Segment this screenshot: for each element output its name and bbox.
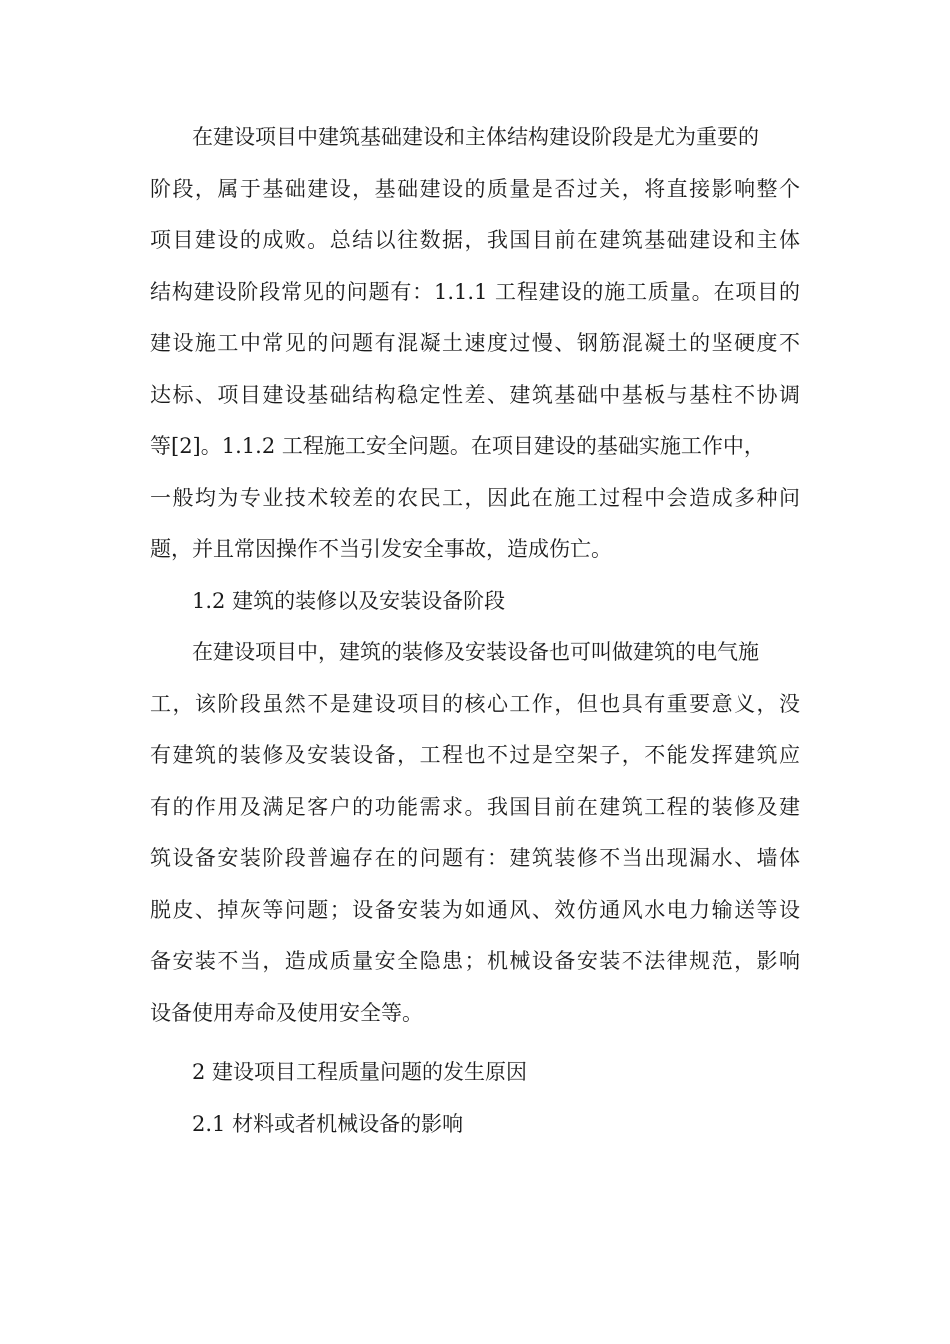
text-line: 建设施工中常见的问题有混凝土速度过慢、钢筋混凝土的坚硬度不	[150, 331, 800, 355]
text-line: 一般均为专业技术较差的农民工，因此在施工过程中会造成多种问	[150, 485, 800, 510]
text-line: 工，该阶段虽然不是建设项目的核心工作，但也具有重要意义，没	[150, 691, 800, 716]
section-heading-2-1: 2.1 材料或者机械设备的影响	[192, 1111, 464, 1136]
paragraph-foundation-stage	[150, 112, 800, 576]
text-line: 脱皮、掉灰等问题；设备安装为如通风、效仿通风水电力输送等设	[150, 897, 800, 922]
text-line: 阶段，属于基础建设，基础建设的质量是否过关，将直接影响整个	[150, 176, 800, 201]
text-line: 等[2]。1.1.2 工程施工安全问题。在项目建设的基础实施工作中，	[150, 434, 765, 458]
text-line: 达标、项目建设基础结构稳定性差、建筑基础中基板与基柱不协调	[150, 382, 800, 407]
spacer	[150, 1039, 800, 1047]
section-heading-2: 2 建设项目工程质量问题的发生原因	[192, 1060, 528, 1084]
text-line: 题，并且常因操作不当引发安全事故，造成伤亡。	[150, 537, 612, 561]
text-line: 项目建设的成败。总结以往数据，我国目前在建筑基础建设和主体	[150, 228, 800, 252]
section-heading-1-2: 1.2 建筑的装修以及安装设备阶段	[192, 588, 506, 613]
text-line: 筑设备安装阶段普遍存在的问题有：建筑装修不当出现漏水、墙体	[150, 846, 800, 870]
text-line: 有的作用及满足客户的功能需求。我国目前在建筑工程的装修及建	[150, 794, 800, 819]
document-page	[150, 112, 800, 1150]
text-line: 设备使用寿命及使用安全等。	[150, 1000, 423, 1025]
text-line: 结构建设阶段常见的问题有：1.1.1 工程建设的施工质量。在项目的	[150, 279, 800, 304]
text-line: 在建设项目中，建筑的装修及安装设备也可叫做建筑的电气施	[192, 640, 759, 664]
text-line: 备安装不当，造成质量安全隐患；机械设备安装不法律规范，影响	[150, 949, 800, 973]
paragraph-decoration-stage	[150, 627, 800, 1039]
text-line: 在建设项目中建筑基础建设和主体结构建设阶段是尤为重要的	[192, 125, 759, 149]
text-line: 有建筑的装修及安装设备，工程也不过是空架子，不能发挥建筑应	[150, 743, 800, 767]
